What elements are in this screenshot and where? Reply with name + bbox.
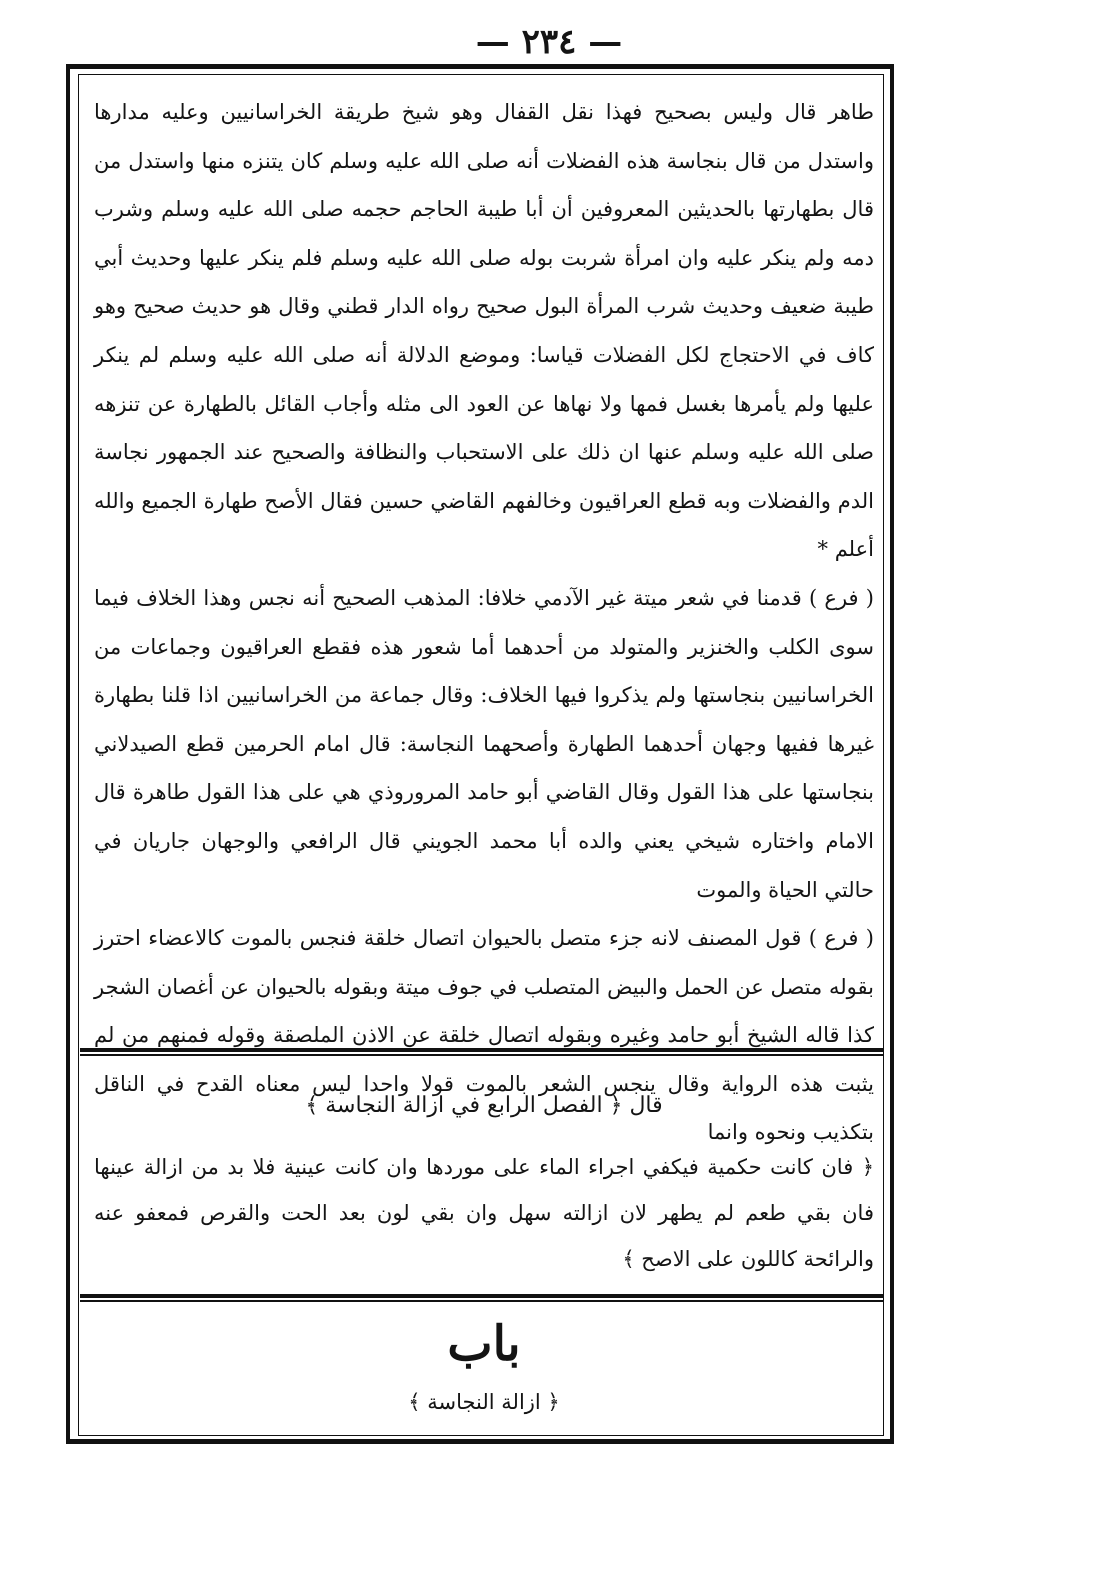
page-number: — ٢٣٤ — [475, 22, 623, 62]
section-matn-text: ﴿ فان كانت حكمية فيكفي اجراء الماء على موردها وان كانت عينية فلا بد من ازالة عينها فان بقي طعم لم يطهر لان ازالته سهل وان بقي لون بعد الحت والقرص فمعفو عنه والرائحة كاللون على الاصح ﴾ [94, 1155, 874, 1271]
chapter-divider [80, 1294, 884, 1298]
commentary-block [94, 88, 874, 1157]
commentary-paragraph-1: طاهر قال وليس بصحيح فهذا نقل القفال وهو شيخ طريقة الخراسانيين وعليه مدارها واستدل من قال بنجاسة هذه الفضلات أنه صلى الله عليه وسلم كان يتنزه منها واستدل من قال بطهارتها بالحديثين المعروفين أن أبا طيبة الحاجم حجمه صلى الله عليه وسلم وشرب دمه ولم ينكر عليه وان امرأة شربت بوله صلى الله عليه وسلم فلم ينكر عليها وحديث أبي طيبة ضعيف وحديث شرب المرأة البول صحيح رواه الدار قطني وقال هو حديث صحيح وهو كاف في الاحتجاج لكل الفضلات قياسا: وموضع الدلالة أنه صلى الله عليه وسلم لم ينكر عليها ولم يأمرها بغسل فمها ولا نهاها عن العود الى مثله وأجاب القائل بالطهارة عن تنزهه صلى الله عليه وسلم عنها ان ذلك على الاستحباب والنظافة والصحيح عند الجمهور نجاسة الدم والفضلات وبه قطع العراقيون وخالفهم القاضي حسين فقال الأصح طهارة الجميع والله أعلم * [94, 100, 874, 562]
chapter-title: باب [447, 1316, 521, 1372]
section-heading: قال ﴿ الفصل الرابع في ازالة النجاسة ﴾ [305, 1093, 663, 1118]
commentary-paragraph-2: ( فرع ) قدمنا في شعر ميتة غير الآدمي خلافا: المذهب الصحيح أنه نجس وهذا الخلاف فيما سوى الكلب والخنزير والمتولد من أحدهما أما شعور هذه فقطع العراقيون وجماعات من الخراسانيين بنجاستها ولم يذكروا فيها الخلاف: وقال جماعة من الخراسانيين اذا قلنا بطهارة غيرها ففيها وجهان أحدهما الطهارة وأصحهما النجاسة: قال امام الحرمين قطع الصيدلاني بنجاستها على هذا القول وقال القاضي أبو حامد المروروذي هي على هذا القول طاهرة قال الامام واختاره شيخي يعني والده أبا محمد الجويني قال الرافعي والوجهان جاريان في حالتي الحياة والموت [94, 585, 874, 902]
chapter-subtitle: ﴿ ازالة النجاسة ﴾ [408, 1390, 560, 1414]
chapter-divider-thin [80, 1300, 884, 1302]
commentary-paragraph-3: ( فرع ) قول المصنف لانه جزء متصل بالحيوان اتصال خلقة فنجس بالموت كالاعضاء احترز بقوله متصل عن الحمل والبيض المتصلب في جوف ميتة وبقوله بالحيوان عن أغصان الشجر كذا قاله الشيخ أبو حامد وغيره وبقوله اتصال خلقة عن الاذن الملصقة وقوله فمنهم من لم يثبت هذه الرواية وقال ينجس الشعر بالموت قولا واحدا ليس معناه القدح في الناقل بتكذيب ونحوه وانما [94, 926, 874, 1145]
section-divider-top [80, 1048, 884, 1052]
section-divider-top-thin [80, 1054, 884, 1056]
